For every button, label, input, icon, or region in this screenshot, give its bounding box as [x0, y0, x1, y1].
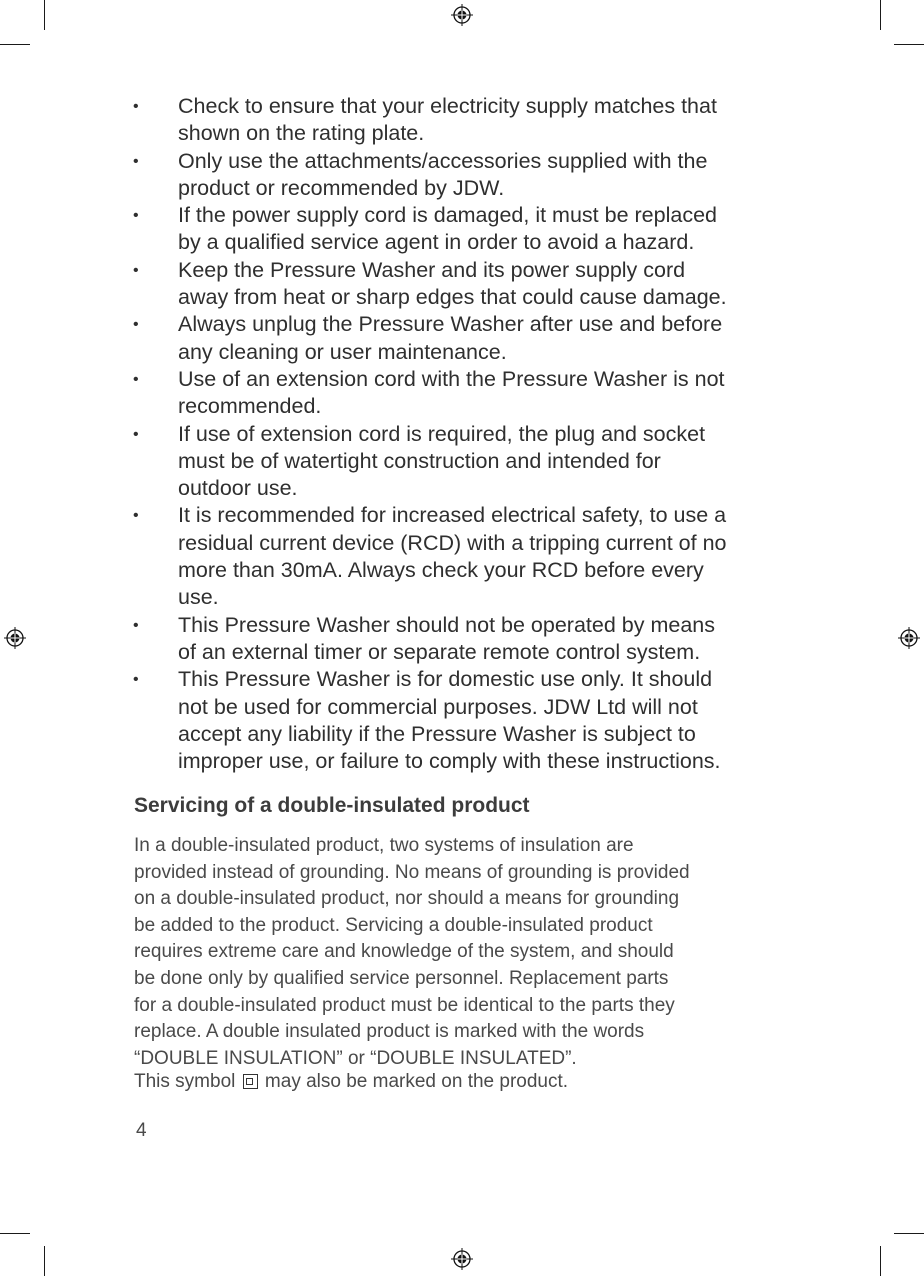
bullet-marker: •	[133, 370, 139, 388]
crop-mark	[894, 1233, 924, 1234]
list-item	[0, 202, 924, 257]
crop-mark	[894, 44, 924, 45]
list-item-text: It is recommended for increased electrical safety, to use a residual current device (RCD) with a tripping current of no more than 30mA. Always check your RCD before every use.	[178, 503, 727, 610]
symbol-note-prefix: This symbol	[134, 1071, 236, 1092]
crop-mark	[44, 0, 45, 30]
list-item-text: Use of an extension cord with the Pressure Washer is not recommended.	[178, 366, 725, 419]
list-item-text: If use of extension cord is required, the plug and socket must be of watertight construction and intended for outdoor use.	[178, 421, 706, 501]
bullet-marker: •	[133, 671, 139, 689]
bullet-marker: •	[133, 98, 139, 115]
list-item	[0, 666, 924, 775]
bullet-marker: •	[133, 152, 139, 170]
list-item-text: This Pressure Washer is for domestic use only. It should not be used for commercial purposes. JDW Ltd will not accept any liability if the Pressure Washer is subject to improper use, or failure to comply with these instructions.	[178, 667, 721, 774]
list-item-text: Always unplug the Pressure Washer after use and before any cleaning or user maintenance.	[178, 312, 723, 364]
list-item	[0, 502, 924, 611]
list-item	[0, 421, 924, 503]
section-body-text: In a double-insulated product, two systems of insulation are provided instead of grounding. No means of grounding is provided on a double-insulated product, nor should a means for grounding be added to the product. Servicing a double-insulated product requires extreme care and knowledge of the system, and should be done only by qualified service personnel. Replacement parts for a double-insulated product must be identical to the parts they replace. A double insulated product is marked with the words “DOUBLE INSULATION” or “DOUBLE INSULATED”.	[134, 835, 690, 1069]
bullet-marker: •	[133, 425, 139, 443]
symbol-note-suffix: may also be marked on the product.	[264, 1071, 569, 1092]
bullet-marker: •	[133, 316, 139, 334]
list-item	[0, 612, 924, 667]
bullet-marker: •	[133, 261, 139, 279]
crop-mark	[44, 1246, 45, 1276]
list-item	[0, 257, 924, 312]
safety-bullet-list	[0, 93, 924, 775]
list-item-text: If the power supply cord is damaged, it must be replaced by a qualified service agent in order to avoid a hazard.	[178, 203, 717, 255]
bullet-marker: •	[133, 616, 139, 634]
list-item	[0, 311, 924, 366]
crop-mark	[0, 1233, 30, 1234]
crop-mark	[880, 0, 881, 30]
symbol-note	[134, 1069, 568, 1096]
bullet-marker: •	[133, 207, 139, 225]
registration-mark-icon	[451, 1248, 473, 1270]
list-item	[0, 366, 924, 421]
double-insulation-icon	[243, 1074, 258, 1089]
list-item-text: Check to ensure that your electricity supply matches that shown on the rating plate.	[178, 94, 717, 146]
list-item-text: Keep the Pressure Washer and its power supply cord away from heat or sharp edges that could cause damage.	[178, 257, 727, 310]
bullet-marker: •	[133, 507, 139, 525]
list-item	[0, 93, 924, 148]
registration-mark-icon	[451, 4, 473, 26]
section-heading: Servicing of a double-insulated product	[134, 794, 530, 817]
page-number: 4	[136, 1120, 147, 1141]
crop-mark	[880, 1246, 881, 1276]
list-item	[0, 148, 924, 203]
list-item-text: This Pressure Washer should not be operated by means of an external timer or separate remote control system.	[178, 612, 715, 664]
list-item-text: Only use the attachments/accessories supplied with the product or recommended by JDW.	[178, 148, 708, 200]
crop-mark	[0, 44, 30, 45]
